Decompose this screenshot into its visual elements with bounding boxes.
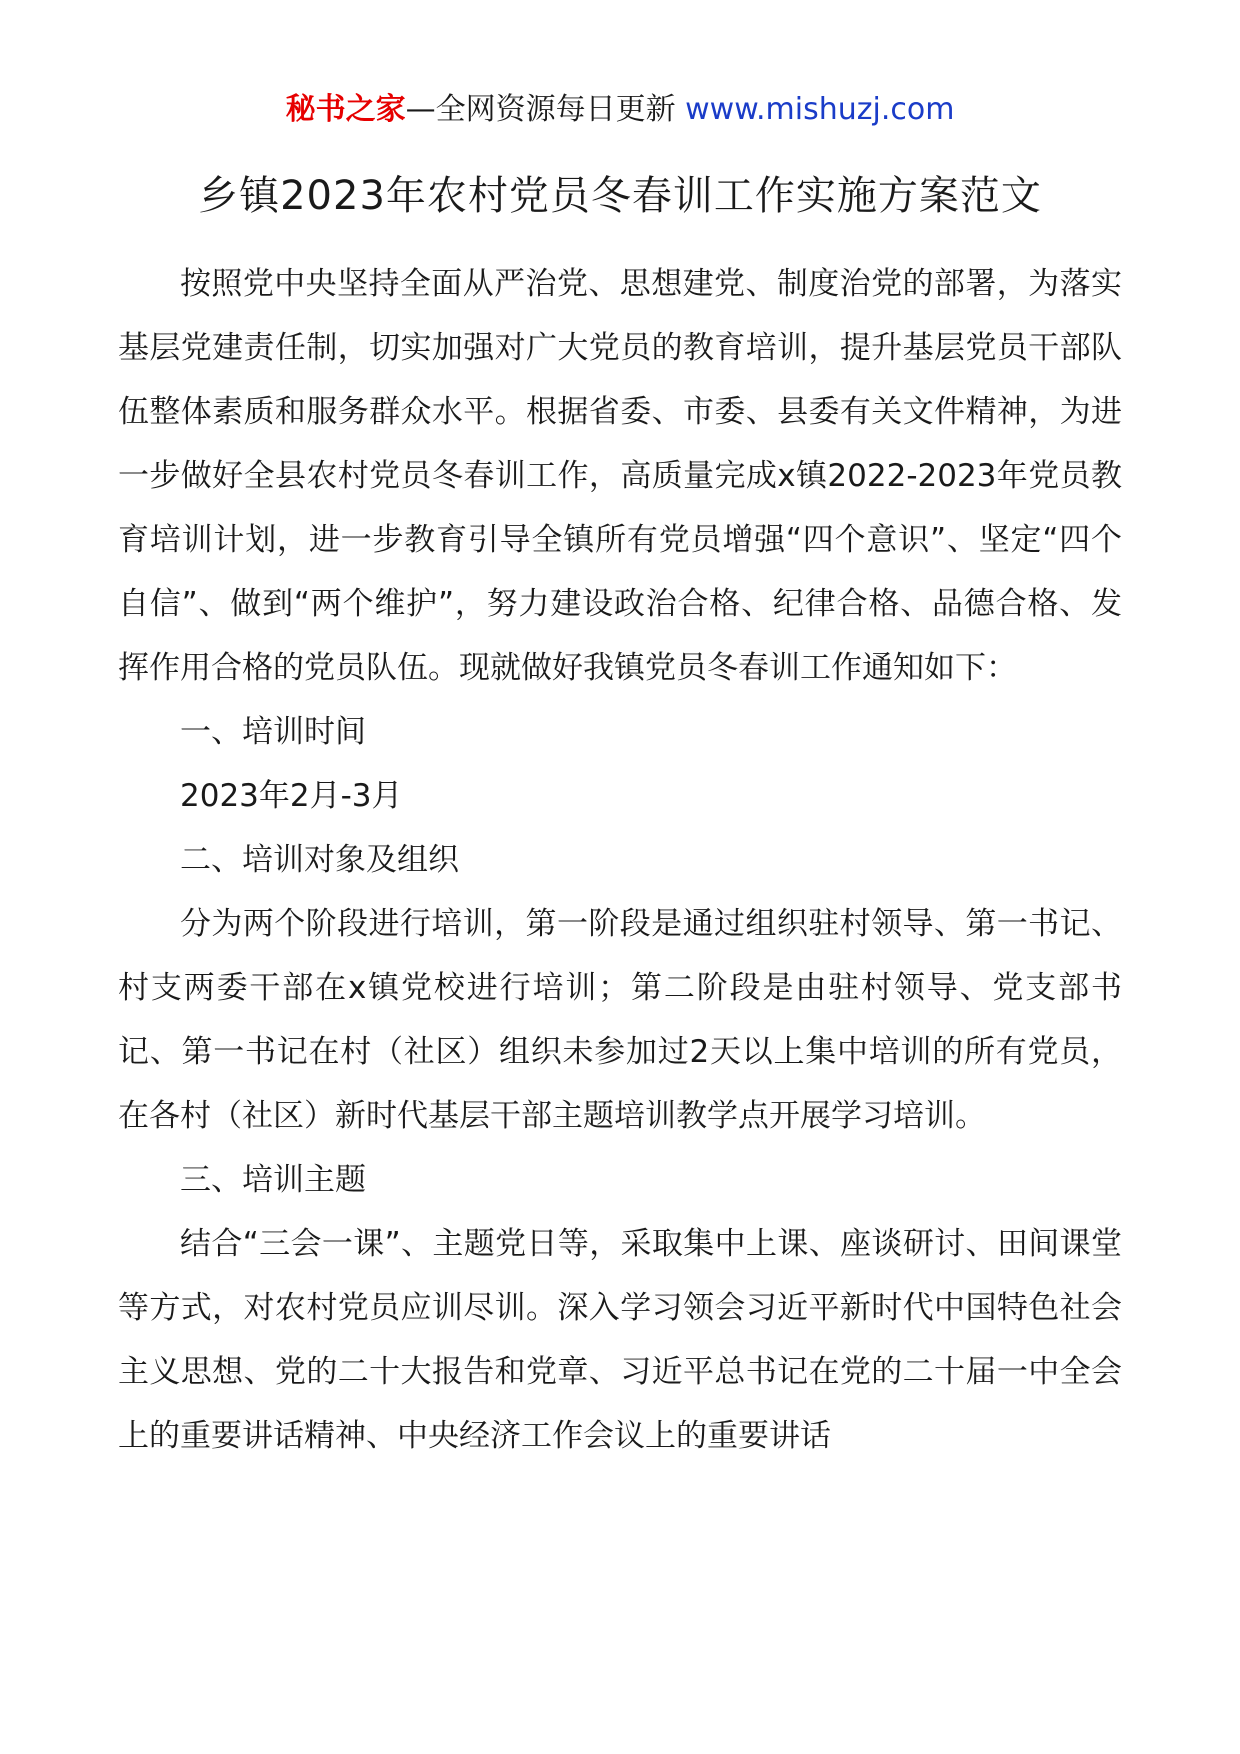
header-slogan: —全网资源每日更新 [405, 92, 676, 127]
intro-paragraph: 按照党中央坚持全面从严治党、思想建党、制度治党的部署，为落实基层党建责任制，切实加强对广大党员的教育培训，提升基层党员干部队伍整体素质和服务群众水平。根据省委、市委、县委有关文件精神，为进一步做好全县农村党员冬春训工作，高质量完成x镇2022-2023年党员教育培训计划，进一步教育引导全镇所有党员增强“四个意识”、坚定“四个自信”、做到“两个维护”，努力建设政治合格、纪律合格、品德合格、发挥作用合格的党员队伍。现就做好我镇党员冬春训工作通知如下： [118, 266, 1122, 686]
training-targets-paragraph: 分为两个阶段进行培训，第一阶段是通过组织驻村领导、第一书记、村支两委干部在x镇党校进行培训；第二阶段是由驻村领导、党支部书记、第一书记在村（社区）组织未参加过2天以上集中培训的所有党员，在各村（社区）新时代基层干部主题培训教学点开展学习培训。 [118, 906, 1122, 1134]
document-body [118, 252, 1122, 1468]
section-heading-training-theme: 三、培训主题 [180, 1162, 366, 1198]
section-heading-training-targets: 二、培训对象及组织 [180, 842, 459, 878]
brand-name: 秘书之家 [285, 92, 406, 127]
training-time-paragraph: 2023年2月-3月 [180, 778, 403, 814]
document-title: 乡镇2023年农村党员冬春训工作实施方案范文 [198, 173, 1042, 219]
site-header [0, 88, 1240, 132]
section-heading-training-time: 一、培训时间 [180, 714, 366, 750]
site-url-link[interactable]: www.mishuzj.com [685, 92, 955, 127]
training-theme-paragraph: 结合“三会一课”、主题党日等，采取集中上课、座谈研讨、田间课堂等方式，对农村党员应训尽训。深入学习领会习近平新时代中国特色社会主义思想、党的二十大报告和党章、习近平总书记在党的二十届一中全会上的重要讲话精神、中央经济工作会议上的重要讲话 [118, 1226, 1122, 1454]
